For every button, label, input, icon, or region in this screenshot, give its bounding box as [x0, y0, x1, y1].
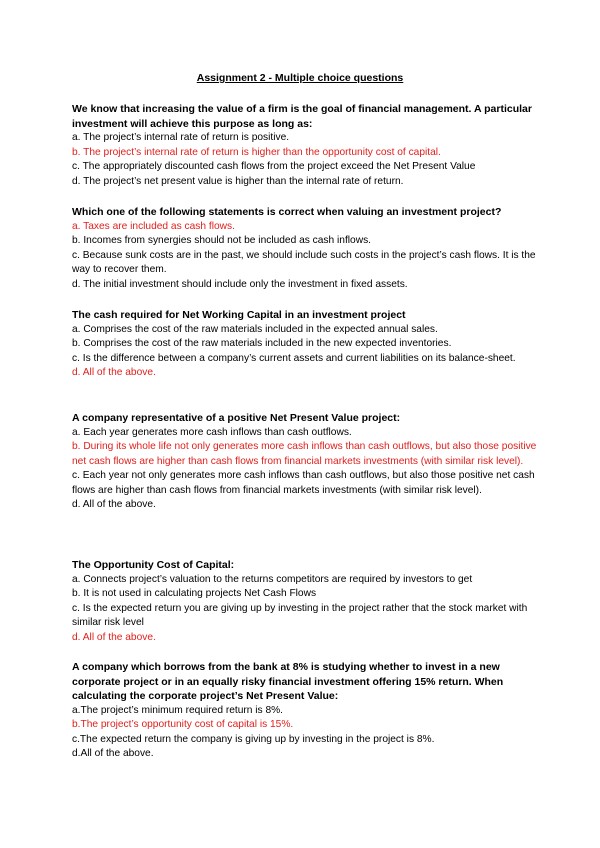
- question-stem: A company representative of a positive Net Present Value project:: [72, 412, 401, 424]
- option-b-correct: b.The project’s opportunity cost of capital is 15%.: [72, 719, 294, 730]
- option-c: c. Because sunk costs are in the past, we should include such costs in the project’s cash flows. It is the way to recover them.: [72, 249, 536, 275]
- option-d: d. All of the above.: [72, 499, 156, 510]
- option-d: d.All of the above.: [72, 748, 154, 759]
- question-2: [72, 205, 542, 292]
- option-d: d. The project’s net present value is higher than the internal rate of return.: [72, 175, 404, 187]
- question-stem: The cash required for Net Working Capital in an investment project: [72, 309, 406, 321]
- question-3: [72, 308, 542, 381]
- question-stem: The Opportunity Cost of Capital:: [72, 559, 235, 571]
- option-d-correct: d. All of the above.: [72, 631, 156, 643]
- question-stem: We know that increasing the value of a firm is the goal of financial management. A particular investment will achieve this purpose as long as:: [72, 103, 532, 130]
- question-5: [72, 558, 542, 645]
- option-a: a. Each year generates more cash inflows than cash outflows.: [72, 426, 352, 438]
- question-1: [72, 102, 542, 189]
- page-title: Assignment 2 - Multiple choice questions: [196, 72, 404, 84]
- question-stem: Which one of the following statements is correct when valuing an investment project?: [72, 206, 502, 218]
- option-b: b. Incomes from synergies should not be included as cash inflows.: [72, 235, 371, 246]
- option-a: a. The project’s internal rate of return is positive.: [72, 132, 290, 143]
- option-a-correct: a. Taxes are included as cash flows.: [72, 220, 235, 232]
- option-d: d. The initial investment should include only the investment in fixed assets.: [72, 278, 408, 290]
- option-c: c. Is the difference between a company’s current assets and current liabilities on its balance-sheet.: [72, 352, 516, 364]
- option-c: c. Each year not only generates more cash inflows than cash outflows, but also those positive net cash flows are higher than cash flows from financial markets investments (with similar risk level).: [72, 470, 535, 496]
- option-b-correct: b. During its whole life not only generates more cash inflows than cash outflows, but also those positive net cash flows are higher than cash flows from financial markets investments (with similar risk level).: [72, 441, 537, 467]
- option-b: b. Comprises the cost of the raw materials included in the new expected inventories.: [72, 338, 452, 349]
- option-d-correct: d. All of the above.: [72, 367, 156, 378]
- option-b-correct: b. The project’s internal rate of return is higher than the opportunity cost of capital.: [72, 146, 441, 158]
- option-a: a. Comprises the cost of the raw materials included in the expected annual sales.: [72, 323, 438, 335]
- option-c: c.The expected return the company is giving up by investing in the project is 8%.: [72, 733, 435, 745]
- question-stem: A company which borrows from the bank at 8% is studying whether to invest in a new corporate project or in an equally risky financial investment offering 15% return. When calculating the corporate project’s Net Present Value:: [72, 661, 504, 702]
- question-6: [72, 660, 542, 762]
- option-c: c. Is the expected return you are giving up by investing in the project rather that the stock market with similar risk level: [72, 602, 528, 628]
- option-a: a.The project’s minimum required return is 8%.: [72, 704, 284, 716]
- option-a: a. Connects project’s valuation to the returns competitors are required by investors to get: [72, 573, 473, 585]
- option-c: c. The appropriately discounted cash flows from the project exceed the Net Present Value: [72, 161, 476, 172]
- question-4: [72, 411, 542, 513]
- option-b: b. It is not used in calculating projects Net Cash Flows: [72, 588, 317, 599]
